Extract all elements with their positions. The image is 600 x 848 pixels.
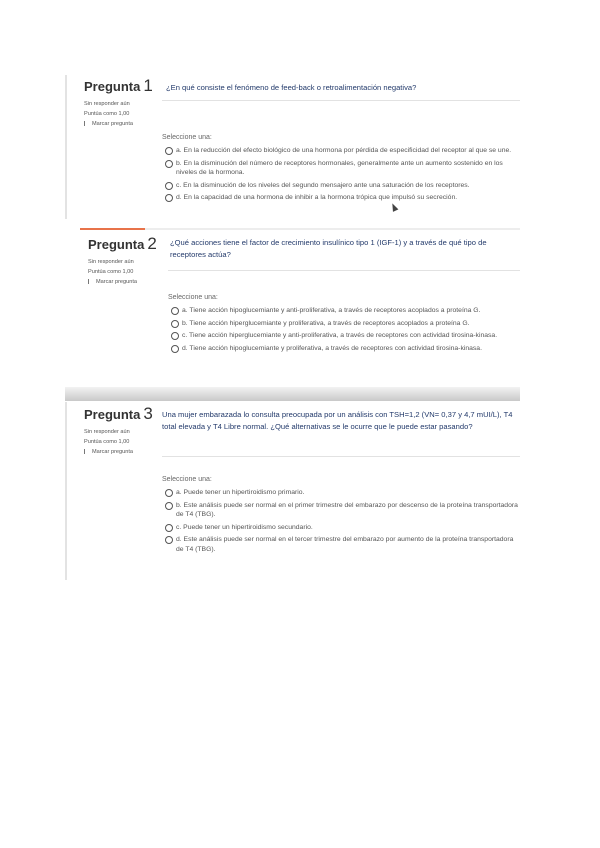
question-number: 1 [143,76,153,95]
option-b[interactable] [168,319,520,329]
option-d[interactable] [162,535,520,554]
question-label: Pregunta [88,237,145,252]
option-text: c. En la disminución de los niveles del segundo mensajero ante una saturación de los receptores. [176,181,470,189]
flag-label: Marcar pregunta [92,121,134,127]
question-label: Pregunta [84,79,141,94]
question-3-left-border [65,402,67,580]
option-d[interactable] [168,344,520,354]
question-3-score: Puntúa como 1,00 [84,439,130,445]
option-text: a. Tiene acción hipoglucemiante y anti-proliferativa, a través de receptores acoplados a proteína G. [182,307,481,314]
question-1-text: ¿En qué consiste el fenómeno de feed-back o retroalimentación negativa? [166,83,417,92]
option-c[interactable] [162,181,520,191]
question-1 [80,78,520,220]
question-2-info [84,232,162,287]
question-3-answer [162,456,520,554]
option-text: b. Este análisis puede ser normal en el primer trimestre del embarazo por descenso de la proteína transportadora de T4 (TBG). [176,501,518,518]
question-label: Pregunta [84,407,141,422]
option-text: b. En la disminución del número de receptores hormonales, generalmente ante un aumento sostenido en los niveles de la hormona. [176,159,503,176]
option-b[interactable] [162,159,520,178]
question-3-text: Una mujer embarazada lo consulta preocupada por un análisis con TSH=1,2 (VN= 0,37 y 4,7 mUI/L), T4 total elevada y T4 Libre normal. ¿Qué alternativas se le ocurre que le puede estar pasando? [162,410,513,431]
select-label: Seleccione una: [162,134,212,141]
question-1-left-border [65,75,67,219]
question-3-status: Sin responder aún [84,429,130,435]
option-a[interactable] [168,306,520,316]
radio-button[interactable] [165,160,173,168]
question-2-title [88,236,158,253]
question-2-status: Sin responder aún [88,259,134,265]
question-number: 3 [143,404,153,423]
option-text: c. Tiene acción hiperglucemiante y anti-proliferativa, a través de receptores con actividad tirosina-kinasa. [182,332,498,339]
question-2-top-border [145,228,520,230]
question-2-score: Puntúa como 1,00 [88,269,134,275]
option-text: b. Tiene acción hiperglucemiante y proliferativa, a través de receptores acoplados a proteína G. [182,319,470,327]
question-3-info [80,406,158,457]
question-1-info [80,78,158,129]
option-a[interactable] [162,146,520,156]
question-3 [80,406,520,578]
question-2 [84,232,520,390]
question-3-title [84,406,154,423]
option-a[interactable] [162,488,520,498]
radio-button[interactable] [171,332,179,340]
option-c[interactable] [168,331,520,341]
question-1-content [166,82,516,94]
radio-button[interactable] [165,182,173,190]
question-2-flag-link[interactable] [88,277,158,287]
question-1-status: Sin responder aún [84,101,130,107]
option-text: c. Puede tener un hipertiroidismo secundario. [176,523,313,531]
flag-icon [84,449,89,454]
question-2-text: ¿Qué acciones tiene el factor de crecimiento insulínico tipo 1 (IGF-1) y a través de qué tipo de receptores actúa? [170,238,487,259]
option-text: d. Este análisis puede ser normal en el tercer trimestre del embarazo por aumento de la proteína transportadora de T4 (TBG). [176,536,514,553]
option-b[interactable] [162,501,520,520]
question-3-flag-link[interactable] [84,447,154,457]
question-1-answer [162,100,520,203]
option-text: a. En la reducción del efecto biológico de una hormona por pérdida de especificidad del receptor al que se une. [176,147,512,154]
question-2-top-accent [80,228,145,230]
select-label: Seleccione una: [168,294,218,301]
flag-icon [84,121,89,126]
radio-button[interactable] [171,307,179,315]
radio-button[interactable] [165,502,173,510]
radio-button[interactable] [165,536,173,544]
option-d[interactable] [162,193,520,203]
flag-label: Marcar pregunta [96,279,138,285]
option-c[interactable] [162,523,520,533]
question-3-content [162,409,514,432]
screenshot-separator [65,387,520,401]
flag-label: Marcar pregunta [92,449,134,455]
radio-button[interactable] [171,320,179,328]
option-text: d. En la capacidad de una hormona de inhibir a la hormona trópica que impulsó su secreción. [176,194,458,201]
option-text: d. Tiene acción hipoglucemiante y proliferativa, a través de receptores con actividad tirosina-kinasa. [182,344,482,352]
radio-button[interactable] [165,194,173,202]
question-1-flag-link[interactable] [84,119,154,129]
radio-button[interactable] [165,489,173,497]
question-2-content [170,237,515,260]
flag-icon [88,279,93,284]
radio-button[interactable] [165,524,173,532]
question-2-answer [168,270,520,353]
question-number: 2 [147,234,157,253]
question-1-title [84,78,154,95]
question-1-score: Puntúa como 1,00 [84,111,130,117]
option-text: a. Puede tener un hipertiroidismo primario. [176,489,305,496]
radio-button[interactable] [165,147,173,155]
radio-button[interactable] [171,345,179,353]
select-label: Seleccione una: [162,476,212,483]
